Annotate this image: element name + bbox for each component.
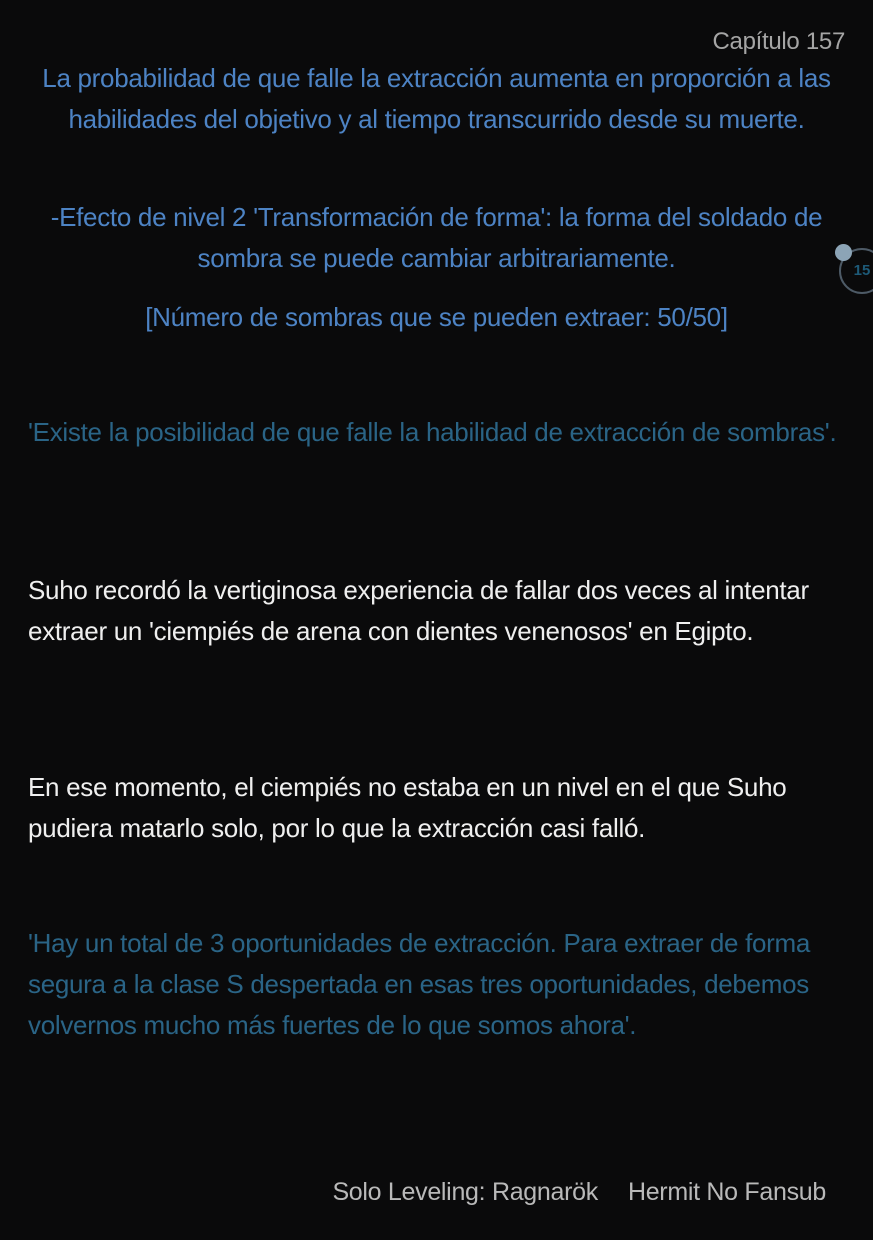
chapter-label: Capítulo 157 bbox=[712, 28, 845, 55]
system-message-paragraph: [Número de sombras que se pueden extraer: 50/50] bbox=[145, 302, 728, 332]
thought-paragraph: 'Hay un total de 3 oportunidades de extracción. Para extraer de forma segura a la clase S despertada en esas tres oportunidades, debemos volvernos mucho más fuertes de lo que somos ahora'. bbox=[28, 928, 811, 1040]
narration-paragraph: Suho recordó la vertiginosa experiencia de fallar dos veces al intentar extraer un 'ciempiés de arena con dientes venenosos' en Egipto. bbox=[28, 575, 809, 646]
system-message-paragraph: La probabilidad de que falle la extracción aumenta en proporción a las habilidades del objetivo y al tiempo transcurrido desde su muerte. bbox=[42, 63, 831, 134]
comment-count-badge[interactable] bbox=[839, 248, 873, 294]
fansub-credit: Hermit No Fansub bbox=[627, 1178, 826, 1206]
comment-badge-dot-icon bbox=[835, 244, 852, 261]
comment-count-value: 15 bbox=[853, 262, 871, 279]
page-footer bbox=[28, 1176, 826, 1208]
thought-paragraph: 'Existe la posibilidad de que falle la habilidad de extracción de sombras'. bbox=[28, 417, 837, 447]
narration-paragraph: En ese momento, el ciempiés no estaba en un nivel en el que Suho pudiera matarlo solo, por lo que la extracción casi falló. bbox=[28, 772, 787, 843]
system-message-paragraph: -Efecto de nivel 2 'Transformación de forma': la forma del soldado de sombra se puede cambiar arbitrariamente. bbox=[50, 202, 823, 273]
series-title: Solo Leveling: Ragnarök bbox=[332, 1178, 598, 1206]
